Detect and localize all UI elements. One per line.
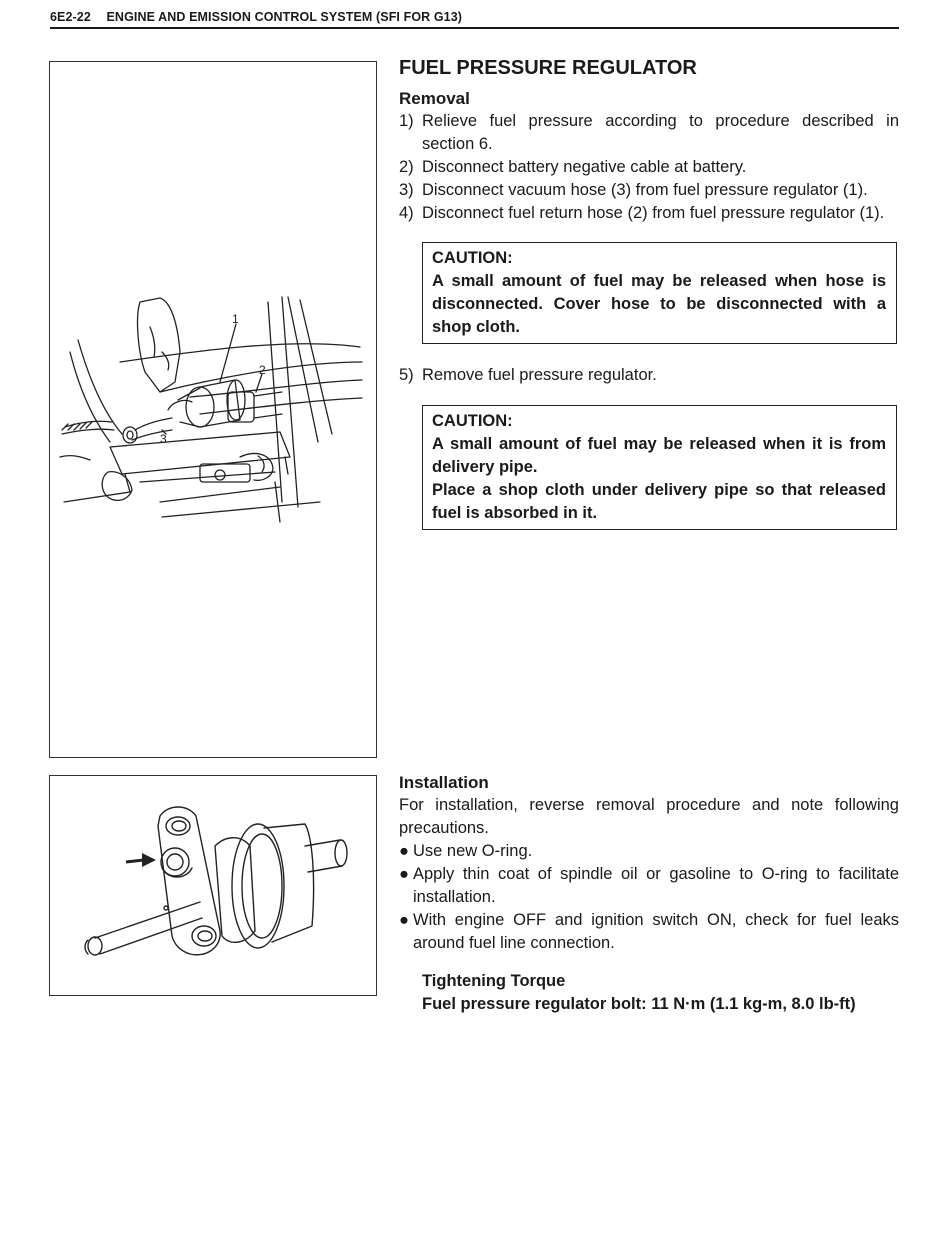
step-text: Disconnect battery negative cable at battery. xyxy=(422,158,747,176)
caution-text: A small amount of fuel may be released when hose is disconnected. Cover hose to be disconnected with a shop cloth. xyxy=(432,272,886,336)
caution-text-1: A small amount of fuel may be released when it is from delivery pipe. xyxy=(432,435,886,476)
installation-bullet xyxy=(399,909,899,955)
removal-step-3 xyxy=(399,179,899,202)
torque-heading: Tightening Torque xyxy=(422,972,566,990)
header-rule xyxy=(50,27,899,29)
removal-step-2 xyxy=(399,156,899,179)
installation-intro: For installation, reverse removal procedure and note following precautions. xyxy=(399,796,899,837)
caution-label: CAUTION: xyxy=(432,412,513,430)
removal-step-4 xyxy=(399,202,899,225)
step-number: 4) xyxy=(399,204,414,222)
bullet-text: Apply thin coat of spindle oil or gasoline to O-ring to facilitate installation. xyxy=(413,865,899,906)
removal-heading: Removal xyxy=(399,89,470,108)
caution-box-hose xyxy=(422,242,897,344)
bullet-icon: ● xyxy=(399,911,409,929)
removal-step-5 xyxy=(399,364,899,387)
caution-box-delivery-pipe xyxy=(422,405,897,530)
caution-label: CAUTION: xyxy=(432,249,513,267)
installation-bullet xyxy=(399,863,899,909)
callout-3: 3 xyxy=(160,432,167,446)
regulator-oring-drawing xyxy=(50,776,376,995)
step-text: Disconnect vacuum hose (3) from fuel pressure regulator (1). xyxy=(422,181,868,199)
torque-spec: Fuel pressure regulator bolt: 11 N·m (1.1 kg-m, 8.0 lb-ft) xyxy=(422,995,856,1013)
oring-arrow xyxy=(126,860,144,862)
step-number: 3) xyxy=(399,181,414,199)
installation-section xyxy=(399,771,899,955)
removal-step-5-wrap xyxy=(399,364,899,387)
step-number: 5) xyxy=(399,366,414,384)
bullet-icon: ● xyxy=(399,842,409,860)
installation-heading: Installation xyxy=(399,773,489,792)
arrow-head-icon xyxy=(142,853,156,867)
tightening-torque xyxy=(422,970,856,1016)
step-text: Remove fuel pressure regulator. xyxy=(422,366,657,384)
installation-illustration xyxy=(49,775,377,996)
installation-bullet xyxy=(399,840,899,863)
removal-step-1 xyxy=(399,110,899,156)
step-text: Disconnect fuel return hose (2) from fuel pressure regulator (1). xyxy=(422,204,885,222)
step-number: 2) xyxy=(399,158,414,176)
removal-illustration xyxy=(49,61,377,758)
page-title: FUEL PRESSURE REGULATOR xyxy=(399,57,697,79)
section-title: ENGINE AND EMISSION CONTROL SYSTEM (SFI FOR G13) xyxy=(106,10,463,24)
page-number: 6E2-22 xyxy=(50,10,91,24)
callout-2: 2 xyxy=(259,363,266,377)
step-text: Relieve fuel pressure according to procedure described in section 6. xyxy=(422,112,899,153)
bullet-text: Use new O-ring. xyxy=(413,842,533,860)
bullet-icon: ● xyxy=(399,865,409,883)
removal-section xyxy=(399,87,899,225)
callout-1: 1 xyxy=(232,312,239,326)
regulator-installed-drawing xyxy=(50,62,376,757)
caution-text-2: Place a shop cloth under delivery pipe so that released fuel is absorbed in it. xyxy=(432,481,886,522)
step-number: 1) xyxy=(399,112,414,130)
page-header xyxy=(50,10,900,24)
bullet-text: With engine OFF and ignition switch ON, check for fuel leaks around fuel line connection. xyxy=(413,911,899,952)
